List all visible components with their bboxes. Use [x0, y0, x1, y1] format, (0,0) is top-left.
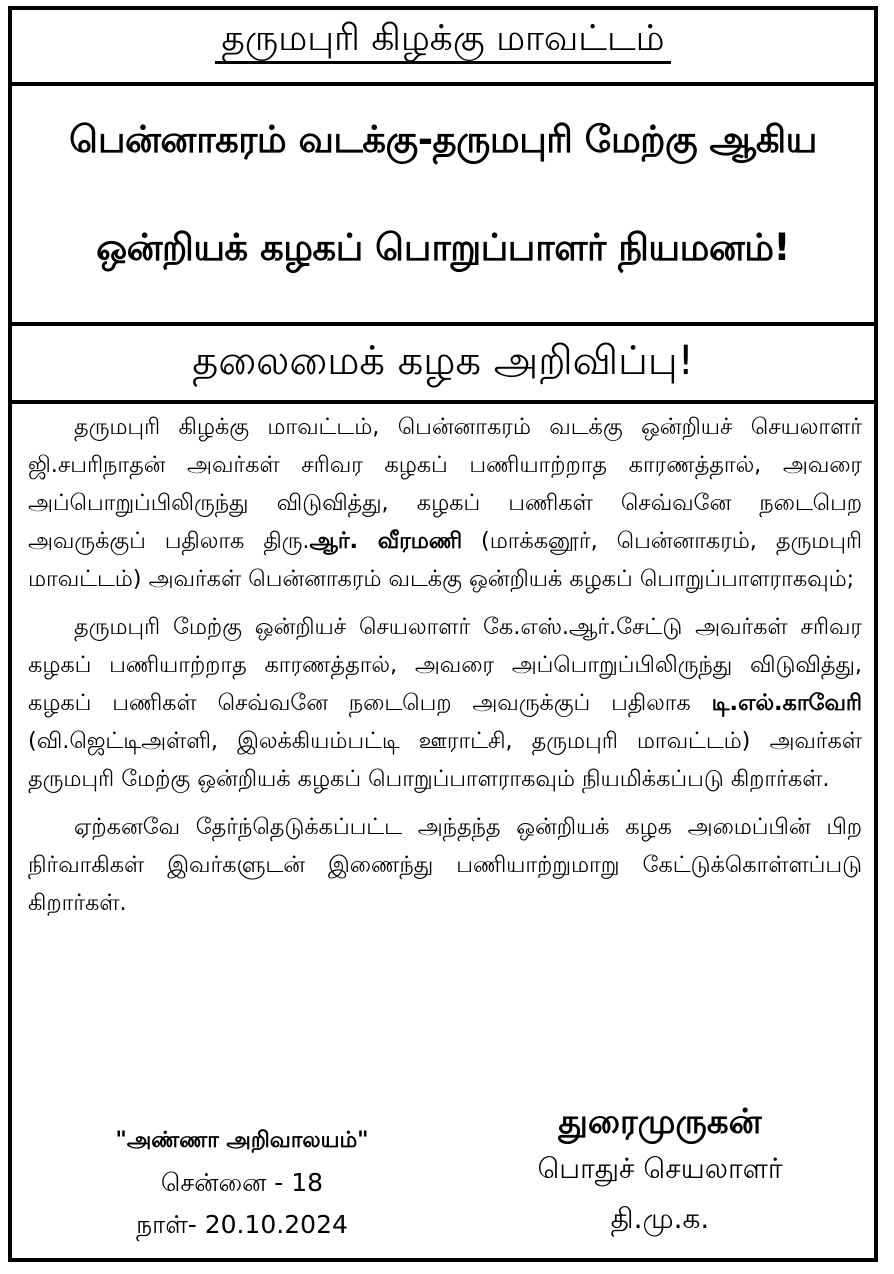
divider-top: [8, 82, 878, 86]
district-title: [12, 18, 874, 64]
paragraph-3: ஏற்கனவே தேர்ந்தெடுக்கப்பட்ட அந்தந்த ஒன்றியக் கழக அமைப்பின் பிற நிர்வாகிகள் இவர்களுடன் இணைந்து பணியாற்றுமாறு கேட்டுக்கொள்ளப்படு கிறார்கள்.: [28, 814, 862, 916]
appointee-name-2: டி.எல்.காவேரி: [711, 690, 862, 716]
appointee-name-1: ஆர். வீரமணி: [309, 528, 463, 554]
notice-date: நாள்- 20.10.2024: [136, 1210, 348, 1239]
divider-middle: [8, 322, 878, 326]
p2-text-b: (வி.ஜெட்டிஅள்ளி, இலக்கியம்பட்டி ஊராட்சி, தருமபுரி மாவட்டம்) அவர்கள் தருமபுரி மேற்கு ஒன்றியக் கழகப் பொறுப்பாளராகவும் நியமிக்கப்படு கிறார்கள்.: [28, 728, 862, 792]
signatory-title: பொதுச் செயலாளர்: [537, 1152, 783, 1185]
signatory-name: துரைமுருகன்: [558, 1102, 762, 1142]
announcement-body: [28, 408, 862, 932]
address-building: "அண்ணா அறிவாலயம்": [115, 1128, 369, 1153]
p2-text-a: தருமபுரி மேற்கு ஒன்றியச் செயலாளர் கே.எஸ்.ஆர்.சேட்டு அவர்கள் சரிவர கழகப் பணியாற்றாத காரணத்தால், அவரை அப்பொறுப்பிலிருந்து விடுவித்து, கழகப் பணிகள் செவ்வனே நடைபெற அவருக்குப் பதிலாக: [28, 614, 862, 716]
address-city: சென்னை - 18: [160, 1168, 324, 1197]
p1-text-b: (மாக்கனூர், பென்னாகரம், தருமபுரி மாவட்டம்) அவர்கள் பென்னாகரம் வடக்கு ஒன்றியக் கழகப் பொறுப்பாளராகவும்;: [28, 528, 862, 592]
paragraph-2: [28, 608, 862, 798]
paragraph-1: [28, 408, 862, 598]
subheading: தலைமைக் கழக அறிவிப்பு!: [192, 338, 694, 384]
headline-line-1: பென்னாகரம் வடக்கு-தருமபுரி மேற்கு ஆகிய: [69, 118, 817, 161]
p1-text-a: தருமபுரி கிழக்கு மாவட்டம், பென்னாகரம் வடக்கு ஒன்றியச் செயலாளர் ஜி.சபரிநாதன் அவர்கள் சரிவர கழகப் பணியாற்றாத காரணத்தால், அவரை அப்பொறுப்பிலிருந்து விடுவித்து, கழகப் பணிகள் செவ்வனே நடைபெற அவருக்குப் பதிலாக திரு.: [28, 414, 862, 554]
divider-lower: [8, 400, 878, 404]
headline-line-2: ஒன்றியக் கழகப் பொறுப்பாளர் நியமனம்!: [96, 226, 790, 269]
district-title-text: தருமபுரி கிழக்கு மாவட்டம்: [215, 18, 670, 64]
party-name: தி.மு.க.: [610, 1202, 710, 1235]
